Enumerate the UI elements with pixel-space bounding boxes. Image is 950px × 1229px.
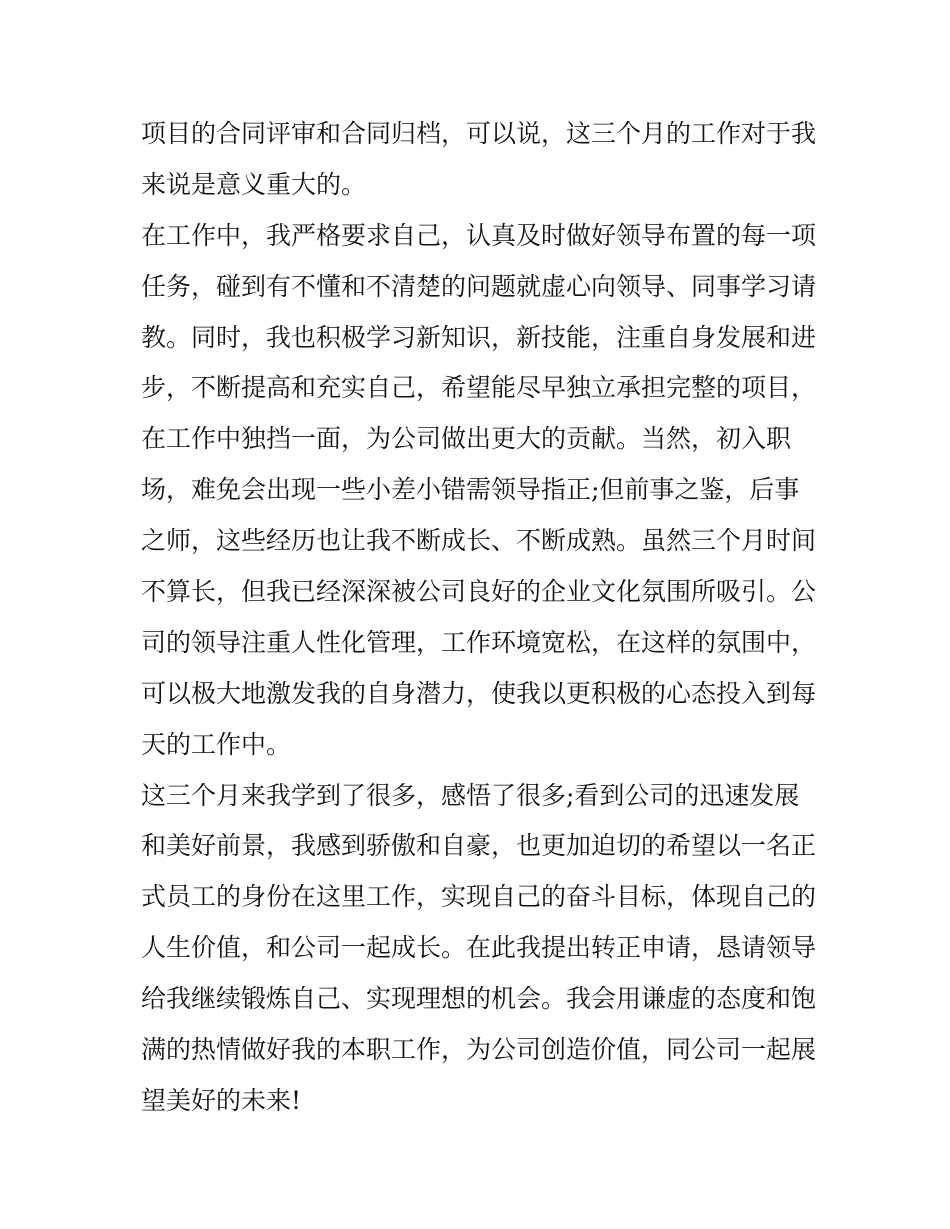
text-line: 和美好前景，我感到骄傲和自豪，也更加迫切的希望以一名正	[141, 831, 817, 861]
text-line: 场，难免会出现一些小差小错需领导指正;但前事之鉴，后事	[141, 475, 800, 505]
text-line: 项目的合同评审和合同归档，可以说，这三个月的工作对于我	[141, 119, 817, 148]
text-line: 之师，这些经历也让我不断成长、不断成熟。虽然三个月时间	[141, 526, 817, 556]
text-line: 在工作中独挡一面，为公司做出更大的贡献。当然，初入职	[141, 424, 792, 454]
text-line: 可以极大地激发我的自身潜力，使我以更积极的心态投入到每	[141, 678, 817, 708]
text-line: 给我继续锻炼自己、实现理想的机会。我会用谦虚的态度和饱	[141, 984, 817, 1014]
text-line: 这三个月来我学到了很多，感悟了很多;看到公司的迅速发展	[141, 780, 800, 810]
document-body	[141, 109, 821, 1127]
text-line: 司的领导注重人性化管理，工作环境宽松，在这样的氛围中，	[141, 627, 817, 657]
text-line: 式员工的身份在这里工作，实现自己的奋斗目标，体现自己的	[141, 882, 817, 912]
text-line: 任务，碰到有不懂和不清楚的问题就虚心向领导、同事学习请	[141, 271, 817, 301]
text-line: 来说是意义重大的。	[141, 169, 367, 199]
text-line: 望美好的未来!	[141, 1085, 302, 1115]
text-line: 不算长，但我已经深深被公司良好的企业文化氛围所吸引。公	[141, 577, 817, 607]
text-line: 满的热情做好我的本职工作，为公司创造价值，同公司一起展	[141, 1035, 817, 1065]
text-line: 教。同时，我也积极学习新知识，新技能，注重自身发展和进	[141, 322, 817, 352]
text-line: 人生价值，和公司一起成长。在此我提出转正申请，恳请领导	[141, 933, 817, 963]
text-line: 在工作中，我严格要求自己，认真及时做好领导布置的每一项	[141, 220, 817, 250]
text-line: 天的工作中。	[141, 729, 292, 759]
text-line: 步，不断提高和充实自己，希望能尽早独立承担完整的项目，	[141, 373, 817, 403]
